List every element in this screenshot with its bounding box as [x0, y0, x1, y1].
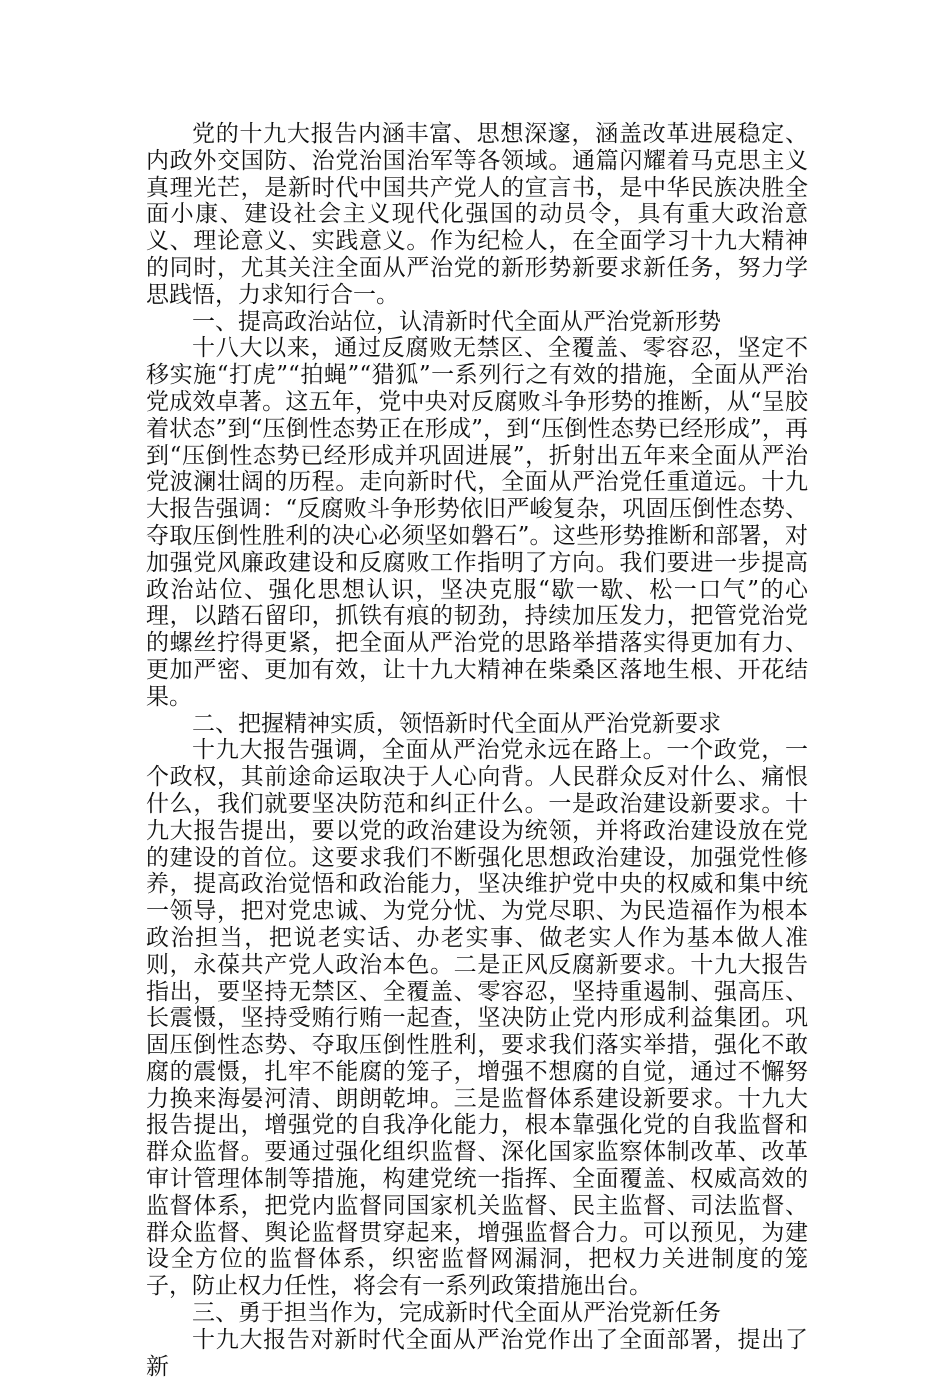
- intro-paragraph: 党的十九大报告内涵丰富、思想深邃，涵盖改革进展稳定、内政外交国防、治党治国治军等各领域。通篇闪耀着马克思主义真理光芒，是新时代中国共产党人的宣言书，是中华民族决胜全面小康、建设社会主义现代化强国的动员令，具有重大政治意义、理论意义、实践意义。作为纪检人，在全面学习十九大精神的同时，尤其关注全面从严治党的新形势新要求新任务，努力学思践悟，力求知行合一。: [146, 121, 808, 308]
- document-page: [146, 121, 808, 1380]
- section-heading-3: 三、勇于担当作为，完成新时代全面从严治党新任务: [192, 1300, 721, 1327]
- section-1-paragraph: 十八大以来，通过反腐败无禁区、全覆盖、零容忍，坚定不移实施“打虎”“拍蝇”“猎狐”一系列行之有效的措施，全面从严治党成效卓著。这五年，党中央对反腐败斗争形势的推断，从“呈胶着状态”到“压倒性态势正在形成”，到“压倒性态势已经形成”，再到“压倒性态势已经形成并巩固进展”，折射出五年来全面从严治党波澜壮阔的历程。走向新时代，全面从严治党任重道远。十九大报告强调：“反腐败斗争形势依旧严峻复杂，巩固压倒性态势、夺取压倒性胜利的决心必须坚如磐石”。这些形势推断和部署，对加强党风廉政建设和反腐败工作指明了方向。我们要进一步提高政治站位、强化思想认识，坚决克服“歇一歇、松一口气”的心理，以踏石留印，抓铁有痕的韧劲，持续加压发力，把管党治党的螺丝拧得更紧，把全面从严治党的思路举措落实得更加有力、更加严密、更加有效，让十九大精神在柴桑区落地生根、开花结果。: [146, 335, 808, 710]
- section-heading-1: 一、提高政治站位，认清新时代全面从严治党新形势: [192, 308, 721, 335]
- section-2-paragraph: 十九大报告强调，全面从严治党永远在路上。一个政党，一个政权，其前途命运取决于人心向背。人民群众反对什么、痛恨什么，我们就要坚决防范和纠正什么。一是政治建设新要求。十九大报告提出，要以党的政治建设为统领，并将政治建设放在党的建设的首位。这要求我们不断强化思想政治建设，加强党性修养，提高政治觉悟和政治能力，坚决维护党中央的权威和集中统一领导，把对党忠诚、为党分忧、为党尽职、为民造福作为根本政治担当，把说老实话、办老实事、做老实人作为基本做人准则，永葆共产党人政治本色。二是正风反腐新要求。十九大报告指出，要坚持无禁区、全覆盖、零容忍，坚持重遏制、强高压、长震慑，坚持受贿行贿一起查，坚决防止党内形成利益集团。巩固压倒性态势、夺取压倒性胜利，要求我们落实举措，强化不敢腐的震慑，扎牢不能腐的笼子，增强不想腐的自觉，通过不懈努力换来海晏河清、朗朗乾坤。三是监督体系建设新要求。十九大报告提出，增强党的自我净化能力，根本靠强化党的自我监督和群众监督。要通过强化组织监督、深化国家监察体制改革、改革审计管理体制等措施，构建党统一指挥、全面覆盖、权威高效的监督体系，把党内监督同国家机关监督、民主监督、司法监督、群众监督、舆论监督贯穿起来，增强监督合力。可以预见，为建设全方位的监督体系，织密监督网漏洞，把权力关进制度的笼子，防止权力任性，将会有一系列政策措施出台。: [146, 737, 808, 1300]
- section-3-paragraph: 十九大报告对新时代全面从严治党作出了全面部署，提出了新: [146, 1326, 808, 1380]
- section-heading-2: 二、把握精神实质，领悟新时代全面从严治党新要求: [192, 710, 721, 737]
